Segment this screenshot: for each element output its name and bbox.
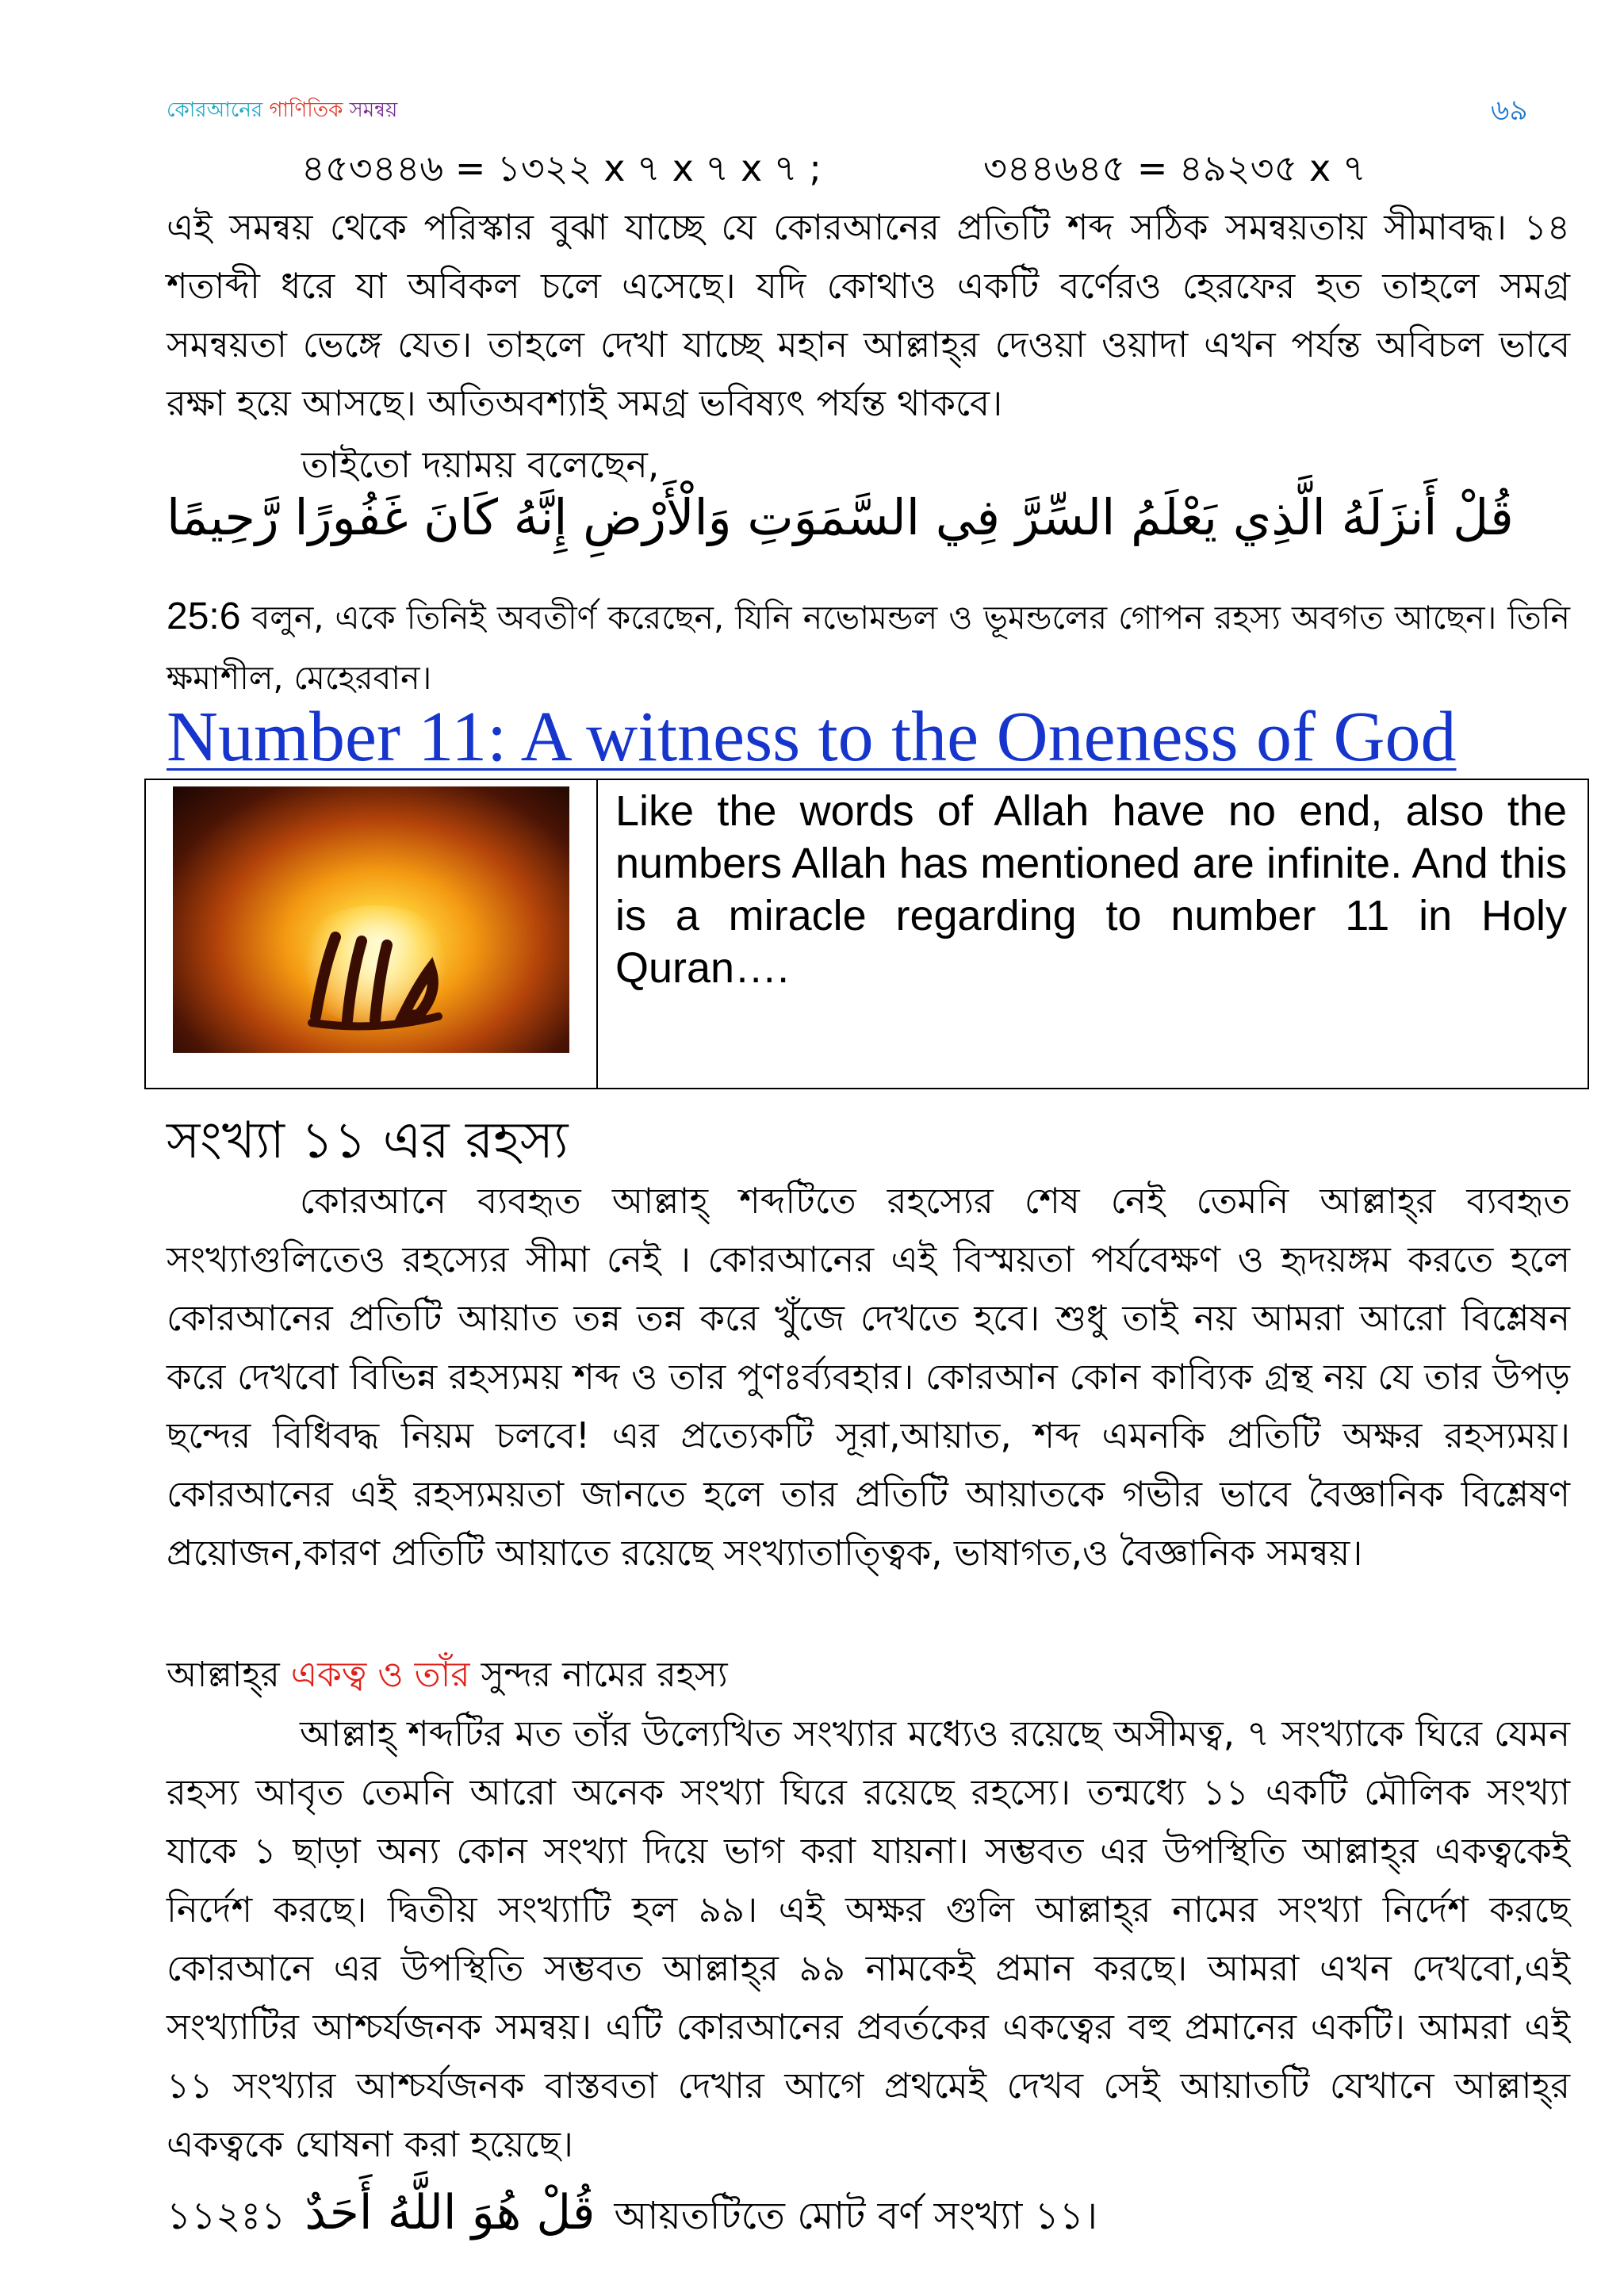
running-head-part2: গাণিতিক: [269, 98, 350, 122]
subheading-oneness: [167, 1646, 728, 1705]
subheading-part1: আল্লাহ্‌র: [167, 1655, 291, 1695]
final-line-ref: ১১২ঃ১: [167, 2194, 286, 2238]
calligraphy-icon: [300, 921, 450, 1032]
intro-box-text: Like the words of Allah have no end, also the numbers Allah has mentioned are infinite. And this is a miracle regarding to number 11 in Holy Quran….: [615, 787, 1567, 992]
final-line-text: আয়তটিতে মোট বর্ণ সংখ্যা ১১।: [614, 2194, 1098, 2238]
paragraph-consistency: [167, 198, 1570, 433]
intro-box: [144, 779, 1589, 1089]
running-head-part3: সমন্বয়: [349, 98, 398, 122]
allah-calligraphy-image: [173, 786, 569, 1053]
equation-1: ৪৫৩৪৪৬ = ১৩২২ x ৭ x ৭ x ৭ ;: [301, 147, 822, 189]
page-number: ৬৯: [1491, 94, 1528, 127]
final-line-arabic: قُلْ هُوَ اللَّهُ أَحَدٌ: [304, 2185, 596, 2241]
intro-box-divider: [596, 780, 598, 1088]
running-head-part1: কোরআনের: [167, 98, 270, 122]
section-heading: সংখ্যা ১১ এর রহস্য: [167, 1112, 569, 1170]
subheading-part3: সুন্দর নামের রহস্য: [469, 1655, 728, 1695]
verse-translation: [167, 587, 1570, 708]
callout-line: তাইতো দয়াময় বলেছেন,: [301, 443, 660, 486]
paragraph-mystery: [167, 1172, 1570, 1582]
paragraph-consistency-text: এই সমন্বয় থেকে পরিস্কার বুঝা যাচ্ছে যে কোরআনের প্রতিটি শব্দ সঠিক সমন্বয়তায় সীমাবদ্ধ। ১৪ শতাব্দী ধরে যা অবিকল চলে এসেছে। যদি কোথাও একটি বর্ণেরও হেরফের হত তাহলে সমগ্র সমন্বয়তা ভেঙ্গে যেত। তাহলে দেখা যাচ্ছে মহান আল্লাহ্‌র দেওয়া ওয়াদা এখন পর্যন্ত অবিচল ভাবে রক্ষা হয়ে আসছে। অতিঅবশ্যাই সমগ্র ভবিষ্যৎ পর্যন্ত থাকবে।: [167, 206, 1570, 424]
paragraph-oneness-text: আল্লাহ্‌ শব্দটির মত তাঁর উল্যেখিত সংখ্যার মধ্যেও রয়েছে অসীমত্ব, ৭ সংখ্যাকে ঘিরে যেমন রহস্য আবৃত তেমনি আরো অনেক সংখ্যা ঘিরে রয়েছে রহস্যে। তন্মধ্যে ১১ একটি মৌলিক সংখ্যা যাকে ১ ছাড়া অন্য কোন সংখ্যা দিয়ে ভাগ করা যায়না। সম্ভবত এর উপস্থিতি আল্লাহ্‌র একত্বকেই নির্দেশ করছে। দ্বিতীয় সংখ্যাটি হল ৯৯। এই অক্ষর গুলি আল্লাহ্‌র নামের সংখ্যা নির্দেশ করছে কোরআনে এর উপস্থিতি সম্ভবত আল্লাহ্‌র ৯৯ নামকেই প্রমান করছে। আমরা এখন দেখবো,এই সংখ্যাটির আশ্চর্যজনক সমন্বয়। এটি কোরআনের প্রবর্তকের একত্বের বহু প্রমানের একটি। আমরা এই ১১ সংখ্যার আশ্চর্যজনক বাস্তবতা দেখার আগে প্রথমেই দেখব সেই আয়াতটি যেখানে আল্লাহ্‌র একত্বকে ঘোষনা করা হয়েছে।: [167, 1712, 1570, 2165]
english-heading-link[interactable]: Number 11: A witness to the Oneness of God: [167, 698, 1457, 776]
final-line: [167, 2185, 1097, 2250]
running-head: [167, 94, 397, 128]
verse-translation-text: বলুন, একে তিনিই অবতীর্ণ করেছেন, যিনি নভোমন্ডল ও ভূমন্ডলের গোপন রহস্য অবগত আছেন। তিনি ক্ষমাশীল, মেহেরবান।: [167, 599, 1570, 697]
verse-reference: 25:6: [167, 595, 241, 637]
subheading-red-part: একত্ব ও তাঁর: [290, 1655, 470, 1695]
arabic-verse: قُلْ أَنزَلَهُ الَّذِي يَعْلَمُ السِّرَّ فِي السَّمَوَتِ وَالْأَرْضِ إِنَّهُ كَانَ غَفُورًا رَّحِيمًا: [167, 488, 1514, 546]
paragraph-oneness: [167, 1705, 1570, 2174]
equation-2: ৩৪৪৬৪৫ = ৪৯২৩৫ x ৭: [983, 147, 1366, 189]
paragraph-mystery-text: কোরআনে ব্যবহৃত আল্লাহ্‌ শব্দটিতে রহস্যের শেষ নেই তেমনি আল্লাহ্‌র ব্যবহৃত সংখ্যাগুলিতেও রহস্যের সীমা নেই । কোরআনের এই বিস্ময়তা পর্যবেক্ষণ ও হৃদয়ঙ্গম করতে হলে কোরআনের প্রতিটি আয়াত তন্ন তন্ন করে খুঁজে দেখতে হবে। শুধু তাই নয় আমরা আরো বিশ্লেষন করে দেখবো বিভিন্ন রহস্যময় শব্দ ও তার পুণঃর্ব্যবহার। কোরআন কোন কাব্যিক গ্রন্থ নয় যে তার উপড় ছন্দের বিধিবদ্ধ নিয়ম চলবে! এর প্রত্যেকটি সূরা,আয়াত, শব্দ এমনকি প্রতিটি অক্ষর রহস্যময়। কোরআনের এই রহস্যময়তা জানতে হলে তার প্রতিটি আয়াতকে গভীর ভাবে বৈজ্ঞানিক বিশ্লেষণ প্রয়োজন,কারণ প্রতিটি আয়াতে রয়েছে সংখ্যাতাত্ত্বিক, ভাষাগত,ও বৈজ্ঞানিক সমন্বয়।: [167, 1180, 1570, 1574]
